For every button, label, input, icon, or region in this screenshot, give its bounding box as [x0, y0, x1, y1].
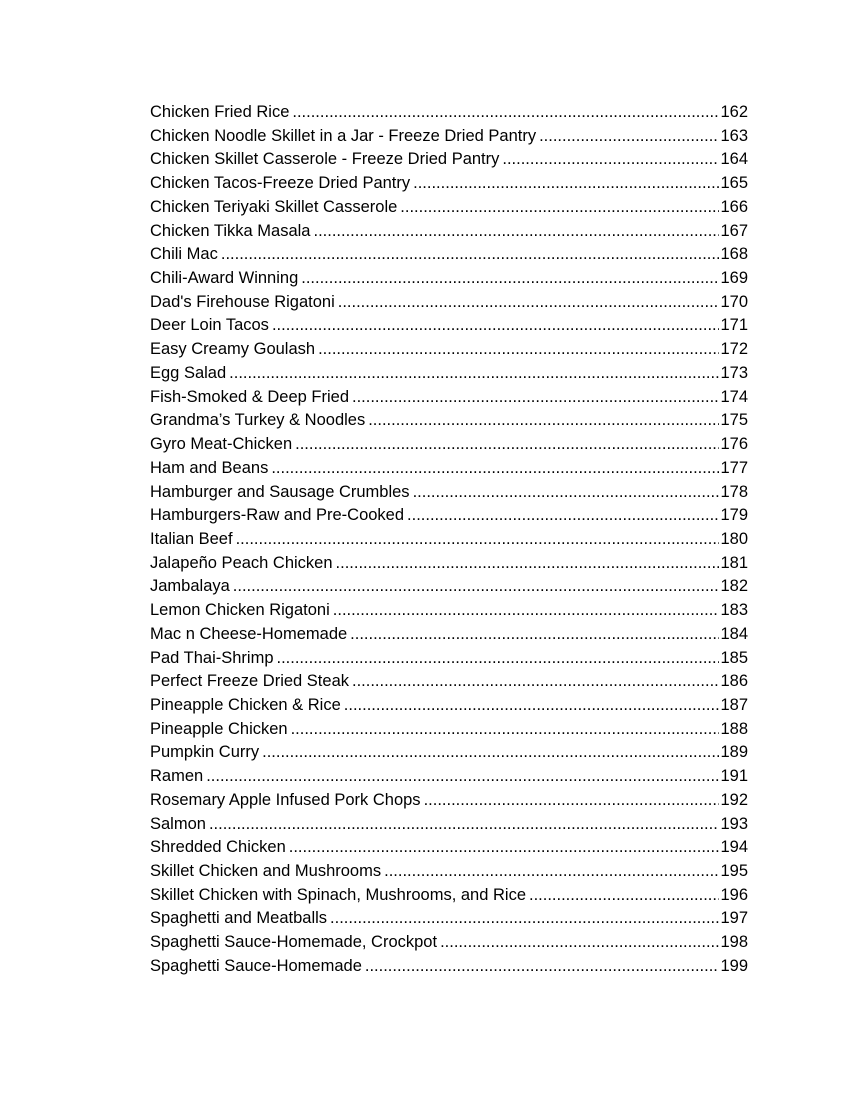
toc-entry[interactable]: [150, 718, 748, 742]
toc-entry[interactable]: [150, 860, 748, 884]
toc-entry-title: Chicken Tacos-Freeze Dried Pantry: [150, 174, 411, 193]
toc-entry-page-number: 170: [720, 292, 748, 311]
toc-entry-page-number: 162: [720, 103, 748, 121]
toc-entry[interactable]: [150, 623, 748, 647]
toc-entry-title: Pad Thai-Shrimp: [150, 648, 274, 667]
toc-entry-page-number: 198: [720, 933, 748, 952]
toc-entry-page-number: 175: [720, 411, 748, 430]
toc-entry[interactable]: [150, 670, 748, 694]
toc-leader-dots: [236, 528, 720, 552]
toc-entry-title: Skillet Chicken with Spinach, Mushrooms, and Rice: [150, 885, 526, 904]
toc-entry[interactable]: [150, 386, 748, 410]
toc-entry-title: Egg Salad: [150, 363, 227, 382]
toc-entry-title: Jalapeño Peach Chicken: [150, 553, 333, 572]
toc-leader-dots: [407, 504, 719, 528]
toc-entry-title: Chicken Skillet Casserole - Freeze Dried Pantry: [150, 150, 500, 169]
toc-entry-title: Ramen: [150, 767, 204, 786]
toc-entry-title: Gyro Meat-Chicken: [150, 435, 293, 454]
toc-leader-dots: [336, 552, 720, 576]
toc-leader-dots: [424, 789, 720, 813]
toc-entry-page-number: 171: [720, 316, 748, 335]
toc-entry-page-number: 196: [720, 885, 748, 904]
toc-leader-dots: [295, 433, 719, 457]
toc-leader-dots: [229, 362, 719, 386]
toc-entry-page-number: 182: [720, 577, 748, 596]
toc-leader-dots: [206, 765, 719, 789]
toc-entry-page-number: 197: [720, 909, 748, 928]
toc-leader-dots: [440, 931, 719, 955]
toc-entry-title: Skillet Chicken and Mushrooms: [150, 862, 382, 880]
toc-entry-page-number: 199: [720, 956, 748, 975]
toc-entry[interactable]: [150, 362, 748, 386]
toc-leader-dots: [400, 196, 719, 220]
toc-entry-title: Chili Mac: [150, 245, 218, 264]
toc-entry[interactable]: [150, 457, 748, 481]
toc-entry-page-number: 172: [720, 340, 748, 359]
toc-entry-page-number: 166: [720, 197, 748, 216]
toc-entry-title: Chicken Noodle Skillet in a Jar - Freeze Dried Pantry: [150, 126, 537, 145]
toc-entry[interactable]: [150, 931, 748, 955]
toc-leader-dots: [291, 718, 720, 742]
toc-leader-dots: [289, 836, 720, 860]
toc-entry[interactable]: [150, 409, 748, 433]
toc-leader-dots: [344, 694, 720, 718]
toc-entry-page-number: 181: [720, 553, 748, 572]
toc-leader-dots: [333, 599, 720, 623]
toc-entry-page-number: 180: [720, 529, 748, 548]
toc-entry-page-number: 179: [720, 506, 748, 525]
toc-entry-title: Spaghetti and Meatballs: [150, 909, 328, 928]
toc-entry-title: Italian Beef: [150, 529, 233, 548]
toc-leader-dots: [330, 907, 719, 931]
toc-entry-page-number: 195: [720, 862, 748, 880]
toc-entry-title: Deer Loin Tacos: [150, 316, 269, 335]
toc-entry-title: Pumpkin Curry: [150, 743, 260, 762]
toc-entry[interactable]: [150, 172, 748, 196]
toc-entry[interactable]: [150, 433, 748, 457]
toc-entry-title: Spaghetti Sauce-Homemade: [150, 956, 362, 975]
toc-entry-page-number: 191: [720, 767, 748, 786]
toc-entry[interactable]: [150, 741, 748, 765]
toc-entry-page-number: 194: [720, 838, 748, 857]
toc-entry[interactable]: [150, 314, 748, 338]
toc-entry-title: Perfect Freeze Dried Steak: [150, 672, 349, 691]
toc-entry-title: Lemon Chicken Rigatoni: [150, 601, 330, 620]
toc-entry-title: Hamburger and Sausage Crumbles: [150, 482, 410, 501]
toc-entry[interactable]: [150, 125, 748, 149]
toc-entry-page-number: 177: [720, 458, 748, 477]
toc-entry[interactable]: [150, 599, 748, 623]
toc-leader-dots: [352, 670, 719, 694]
toc-entry-title: Grandma’s Turkey & Noodles: [150, 411, 366, 430]
toc-entry-title: Ham and Beans: [150, 458, 269, 477]
toc-entry[interactable]: [150, 647, 748, 671]
toc-entry-title: Jambalaya: [150, 577, 230, 596]
toc-entry[interactable]: [150, 789, 748, 813]
toc-entry-page-number: 168: [720, 245, 748, 264]
toc-entry[interactable]: [150, 528, 748, 552]
toc-leader-dots: [384, 860, 719, 884]
toc-entry-page-number: 163: [720, 126, 748, 145]
toc-entry[interactable]: [150, 765, 748, 789]
toc-leader-dots: [352, 386, 719, 410]
toc-entry[interactable]: [150, 836, 748, 860]
toc-entry[interactable]: [150, 504, 748, 528]
toc-entry-page-number: 183: [720, 601, 748, 620]
toc-leader-dots: [301, 267, 719, 291]
toc-entry[interactable]: [150, 552, 748, 576]
toc-leader-dots: [221, 243, 720, 267]
toc-entry-title: Chili-Award Winning: [150, 269, 299, 288]
toc-entry[interactable]: [150, 101, 748, 125]
toc-entry[interactable]: [150, 148, 748, 172]
toc-entry-title: Rosemary Apple Infused Pork Chops: [150, 790, 421, 809]
toc-leader-dots: [413, 172, 719, 196]
toc-entry-title: Pineapple Chicken: [150, 719, 288, 738]
toc-entry-title: Shredded Chicken: [150, 838, 286, 857]
table-of-contents: [150, 101, 748, 979]
toc-leader-dots: [539, 125, 719, 149]
toc-entry-page-number: 178: [720, 482, 748, 501]
toc-entry-title: Pineapple Chicken & Rice: [150, 695, 341, 714]
toc-leader-dots: [529, 884, 719, 908]
toc-entry-page-number: 185: [720, 648, 748, 667]
toc-entry-page-number: 165: [720, 174, 748, 193]
toc-entry-page-number: 188: [720, 719, 748, 738]
toc-entry[interactable]: [150, 955, 748, 979]
toc-entry[interactable]: [150, 813, 748, 837]
toc-entry-page-number: 169: [720, 269, 748, 288]
toc-entry-title: Chicken Teriyaki Skillet Casserole: [150, 197, 398, 216]
toc-leader-dots: [277, 647, 720, 671]
toc-entry-page-number: 186: [720, 672, 748, 691]
toc-entry[interactable]: [150, 220, 748, 244]
toc-entry[interactable]: [150, 884, 748, 908]
toc-leader-dots: [350, 623, 719, 647]
toc-entry-page-number: 187: [720, 695, 748, 714]
toc-leader-dots: [272, 314, 720, 338]
toc-entry[interactable]: [150, 243, 748, 267]
toc-leader-dots: [271, 457, 719, 481]
toc-entry-page-number: 167: [720, 221, 748, 240]
toc-entry-title: Hamburgers-Raw and Pre-Cooked: [150, 506, 405, 525]
toc-entry-title: Easy Creamy Goulash: [150, 340, 316, 359]
toc-leader-dots: [365, 955, 720, 979]
toc-entry-page-number: 164: [720, 150, 748, 169]
toc-entry[interactable]: [150, 481, 748, 505]
toc-entry[interactable]: [150, 694, 748, 718]
toc-leader-dots: [338, 291, 720, 315]
toc-entry-title: Chicken Tikka Masala: [150, 221, 311, 240]
toc-leader-dots: [413, 481, 720, 505]
toc-leader-dots: [502, 148, 719, 172]
toc-entry-title: Dad's Firehouse Rigatoni: [150, 292, 335, 311]
toc-leader-dots: [233, 575, 720, 599]
toc-entry[interactable]: [150, 575, 748, 599]
toc-leader-dots: [368, 409, 719, 433]
toc-entry[interactable]: [150, 267, 748, 291]
toc-entry-title: Chicken Fried Rice: [150, 103, 290, 121]
toc-entry-title: Spaghetti Sauce-Homemade, Crockpot: [150, 933, 438, 952]
toc-entry-page-number: 176: [720, 435, 748, 454]
toc-leader-dots: [209, 813, 720, 837]
toc-entry-page-number: 174: [720, 387, 748, 406]
toc-entry-page-number: 193: [720, 814, 748, 833]
toc-entry-title: Mac n Cheese-Homemade: [150, 624, 348, 643]
toc-leader-dots: [318, 338, 719, 362]
toc-entry-page-number: 184: [720, 624, 748, 643]
toc-entry[interactable]: [150, 196, 748, 220]
toc-entry-page-number: 189: [720, 743, 748, 762]
toc-leader-dots: [313, 220, 719, 244]
toc-entry-title: Salmon: [150, 814, 206, 833]
toc-entry-page-number: 173: [720, 363, 748, 382]
toc-entry[interactable]: [150, 291, 748, 315]
toc-leader-dots: [292, 101, 719, 125]
toc-entry-page-number: 192: [720, 790, 748, 809]
toc-entry-title: Fish-Smoked & Deep Fried: [150, 387, 349, 406]
toc-entry[interactable]: [150, 907, 748, 931]
toc-leader-dots: [262, 741, 719, 765]
toc-entry[interactable]: [150, 338, 748, 362]
